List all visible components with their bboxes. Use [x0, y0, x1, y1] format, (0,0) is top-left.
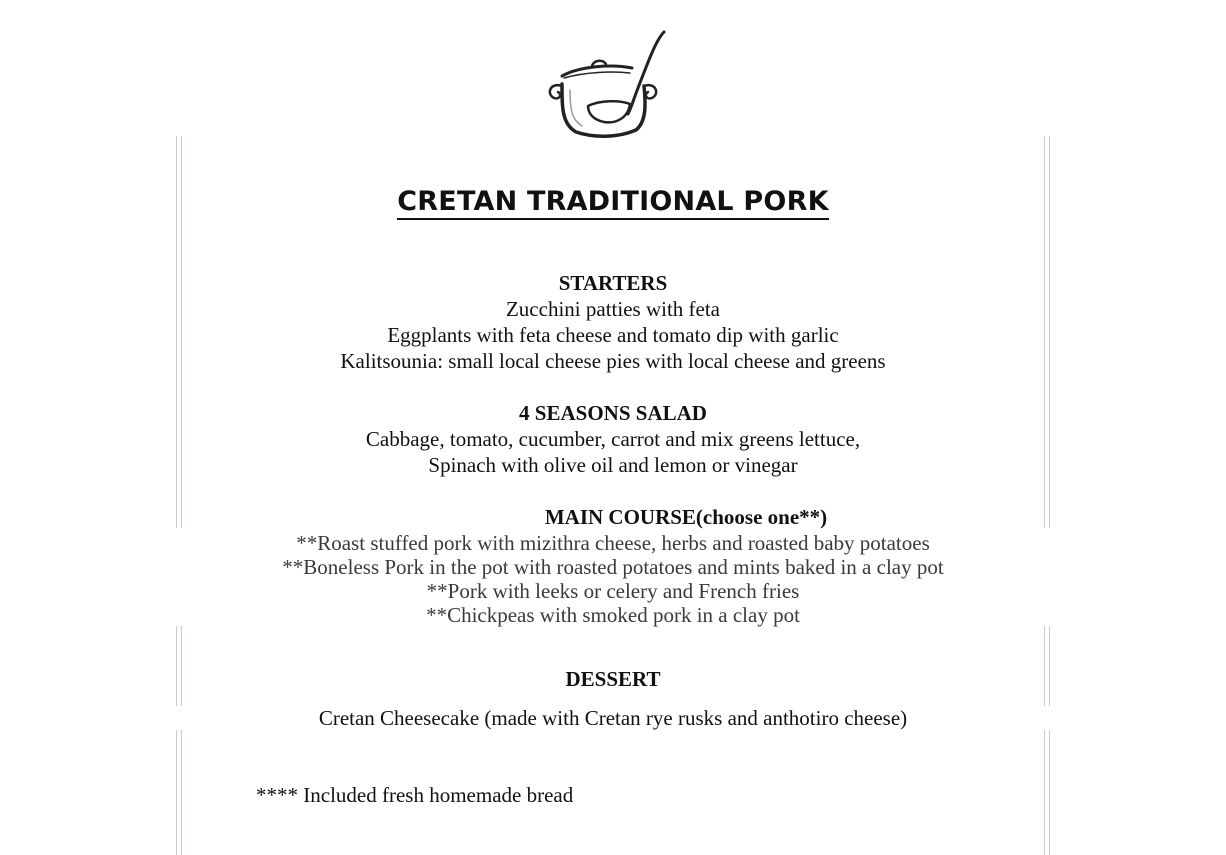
menu-item: **Pork with leeks or celery and French fries: [426, 579, 800, 603]
frame-line-left-outer: [176, 730, 177, 855]
menu-item: Zucchini patties with feta: [505, 297, 720, 321]
frame-line-right-outer: [1049, 730, 1050, 855]
cooking-pot-with-ladle-icon: [540, 28, 666, 140]
menu-item: **Chickpeas with smoked pork in a clay pot: [426, 603, 800, 627]
page-title: [0, 186, 1226, 217]
frame-line-right-inner: [1044, 730, 1045, 855]
main-course-heading: MAIN COURSE(choose one**): [544, 505, 828, 529]
dessert-heading: DESSERT: [565, 667, 661, 691]
menu-item: Cretan Cheesecake (made with Cretan rye rusks and anthotiro cheese): [318, 706, 908, 730]
menu-item: **Boneless Pork in the pot with roasted potatoes and mints baked in a clay pot: [282, 555, 944, 579]
footer-note: **** Included fresh homemade bread: [256, 783, 574, 807]
frame-line-left-inner: [181, 730, 182, 855]
menu-item: Spinach with olive oil and lemon or vinegar: [428, 453, 798, 477]
menu-item: Eggplants with feta cheese and tomato dip with garlic: [387, 323, 839, 347]
menu-item: **Roast stuffed pork with mizithra cheese, herbs and roasted baby potatoes: [296, 531, 930, 555]
starters-heading: STARTERS: [558, 271, 668, 295]
salad-heading: 4 SEASONS SALAD: [519, 401, 707, 425]
page-title-text: CRETAN TRADITIONAL PORK: [397, 186, 828, 220]
menu-item: Cabbage, tomato, cucumber, carrot and mix greens lettuce,: [365, 427, 861, 451]
menu-item: Kalitsounia: small local cheese pies with local cheese and greens: [340, 349, 886, 373]
